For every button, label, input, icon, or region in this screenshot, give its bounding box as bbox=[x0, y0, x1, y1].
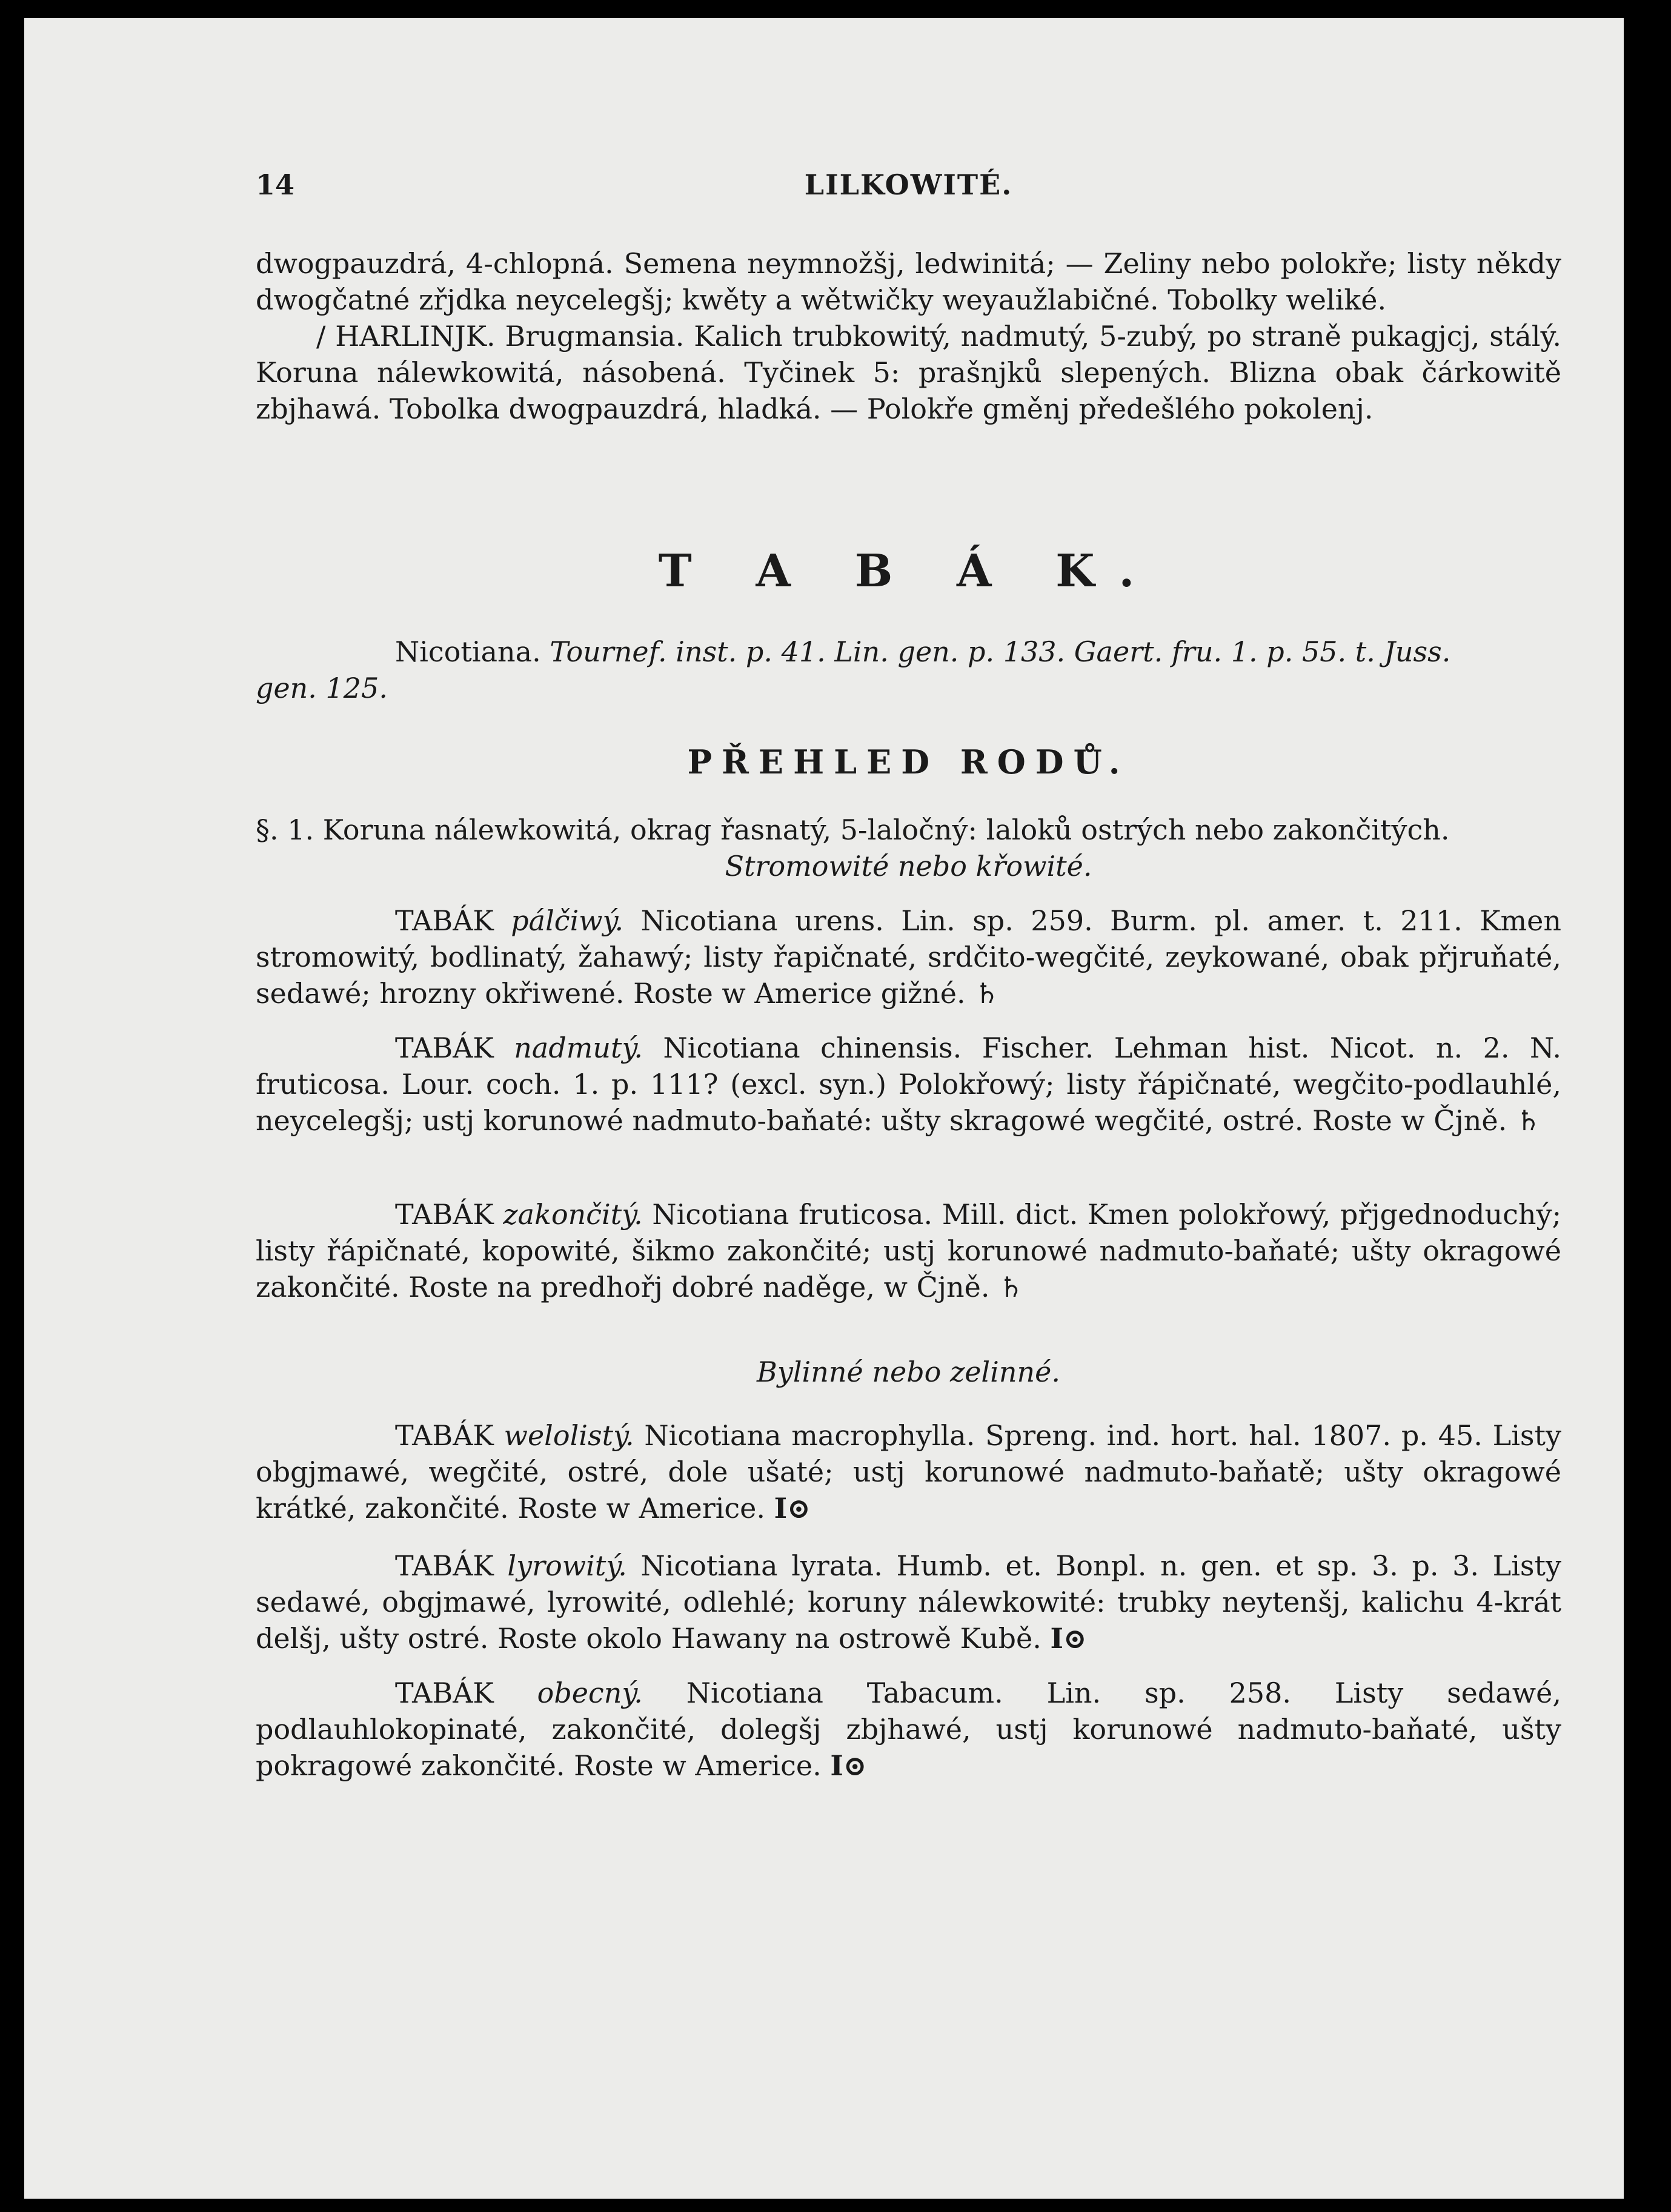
genus-title: T A B Á K. bbox=[658, 545, 1159, 597]
species-entry: TABÁK obecný. Nicotiana Tabacum. Lin. sp. 258. Listy sedawé, podlauhlokopinaté, zakončité, dolegšj zbjhawé, ustj korunowé nadmuto-baňaté, ušty pokragowé zakončité. Roste w Americe. I⊙ bbox=[256, 1677, 1561, 1782]
overview-title: PŘEHLED RODŮ. bbox=[687, 743, 1130, 781]
page-number: 14 bbox=[256, 168, 295, 201]
shrub-symbol-icon: ♄ bbox=[1515, 1104, 1541, 1137]
species-entry: TABÁK zakončitý. Nicotiana fruticosa. Mill. dict. Kmen polokřowý, přjgednoduchý; listy řápičnaté, kopowité, šikmo zakončité; ustj korunowé nadmuto-baňaté; ušty okragowé zakončité. Roste na predhořj dobré naděge, w Čjně. ♄ bbox=[256, 1198, 1561, 1303]
running-title: LILKOWITÉ. bbox=[804, 168, 1013, 201]
species-entry: TABÁK nadmutý. Nicotiana chinensis. Fischer. Lehman hist. Nicot. n. 2. N. fruticosa. Lour. coch. 1. p. 111? (excl. syn.) Polokřowý; listy řápičnaté, wegčito-podlauhlé, neycelegšj; ustj korunowé nadmuto-baňaté: ušty skragowé wegčité, ostré. Roste w Čjně. ♄ bbox=[256, 1031, 1561, 1137]
intro-paragraph: dwogpauzdrá, 4-chlopná. Semena neymnožšj, ledwinitá; — Zeliny nebo polokře; listy někdy dwogčatné zřjdka neycelegšj; kwěty a wětwičky weyaužlabičné. Tobolky weliké. bbox=[256, 247, 1561, 316]
genus-references-cont: gen. 125. bbox=[256, 672, 388, 704]
annual-symbol-icon: I⊙ bbox=[1050, 1622, 1087, 1655]
herb-subtitle: Bylinné nebo zelinné. bbox=[757, 1356, 1060, 1388]
annual-symbol-icon: I⊙ bbox=[830, 1749, 867, 1782]
genus-references: Tournef. inst. p. 41. Lin. gen. p. 133. Gaert. fru. 1. p. 55. t. Juss. bbox=[550, 635, 1451, 668]
scanned-page bbox=[24, 18, 1624, 2199]
species-entry: TABÁK pálčiwý. Nicotiana urens. Lin. sp. 259. Burm. pl. amer. t. 211. Kmen stromowitý, bodlinatý, žahawý; listy řapičnaté, srdčito-wegčité, zeykowané, obak přjruňaté, sedawé; hrozny okřiwené. Roste w Americe gižné. ♄ bbox=[256, 904, 1561, 1010]
section-1-text: §. 1. Koruna nálewkowitá, okrag řasnatý, 5-laločný: laloků ostrých nebo zakončitých. bbox=[256, 813, 1450, 846]
annual-symbol-icon: I⊙ bbox=[774, 1492, 811, 1525]
shrub-symbol-icon: ♄ bbox=[998, 1271, 1024, 1303]
section-1 bbox=[256, 812, 1561, 884]
section-1-subtitle: Stromowité nebo křowité. bbox=[725, 850, 1092, 882]
harlinjk-paragraph: / HARLINJK. Brugmansia. Kalich trubkowitý, nadmutý, 5-zubý, po straně pukagjcj, stálý. Koruna nálewkowitá, násobená. Tyčinek 5: prašnjků slepených. Blizna obak čárkowitě zbjhawá. Tobolka dwogpauzdrá, hladká. — Polokře gměnj předešlého pokolenj. bbox=[256, 320, 1561, 425]
genus-name: Nicotiana. bbox=[395, 635, 541, 668]
species-entry: TABÁK welolistý. Nicotiana macrophylla. Spreng. ind. hort. hal. 1807. p. 45. Listy obgjmawé, wegčité, ostré, dole ušaté; ustj korunowé nadmuto-baňatě; ušty okragowé krátké, zakončité. Roste w Americe. I⊙ bbox=[256, 1419, 1561, 1525]
shrub-symbol-icon: ♄ bbox=[974, 977, 1000, 1010]
species-entry: TABÁK lyrowitý. Nicotiana lyrata. Humb. et. Bonpl. n. gen. et sp. 3. p. 3. Listy sedawé, obgjmawé, lyrowité, odlehlé; koruny nálewkowité: trubky neytenšj, kalichu 4-krát delšj, ušty ostré. Roste okolo Hawany na ostrowě Kubě. I⊙ bbox=[256, 1549, 1562, 1655]
nicotiana-reference bbox=[256, 634, 1561, 706]
